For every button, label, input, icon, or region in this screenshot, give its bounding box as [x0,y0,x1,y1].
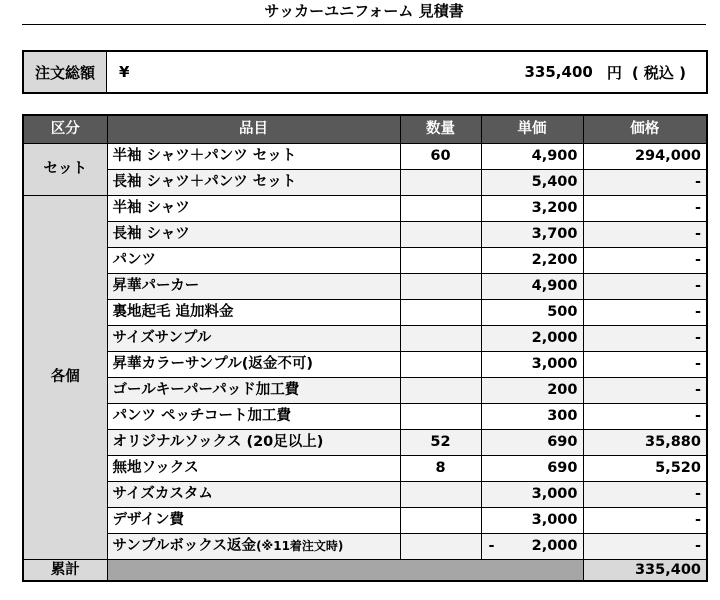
item-name: サイズカスタム [112,486,213,502]
item-name-cell [107,170,400,196]
price-cell: - [583,196,707,222]
quantity-cell [400,248,481,274]
page-title: サッカーユニフォーム 見積書 [22,0,706,25]
item-name: 昇華パーカー [112,278,200,294]
price-cell: 35,880 [583,430,707,456]
item-name-cell [107,482,400,508]
item-name: 半袖 シャツ＋パンツ セット [112,148,297,164]
table-row [23,508,707,534]
item-name: パンツ ペッチコート加工費 [112,408,291,424]
price-cell: - [583,352,707,378]
unit-price-cell [481,534,583,560]
unit-price-cell [481,508,583,534]
quantity-cell [400,508,481,534]
price-cell: - [583,482,707,508]
unit-price-value: 3,000 [531,356,578,372]
table-row [23,196,707,222]
unit-price-value: 3,000 [531,512,578,528]
unit-price-value: 3,000 [531,486,578,502]
unit-price-value: 2,000 [531,330,578,346]
item-name-cell [107,508,400,534]
table-row [23,274,707,300]
price-cell: - [583,274,707,300]
unit-price-cell [481,144,583,170]
total-label: 累計 [23,560,107,582]
unit-price-cell [481,456,583,482]
item-name: 長袖 シャツ＋パンツ セット [112,174,297,190]
unit-price-cell [481,430,583,456]
minus-sign: - [488,538,495,554]
unit-price-value: 5,400 [531,174,578,190]
quantity-cell [400,170,481,196]
unit-price-cell [481,248,583,274]
price-cell: - [583,248,707,274]
unit-price-cell [481,222,583,248]
item-name-cell [107,222,400,248]
item-name-cell [107,456,400,482]
item-name: ゴールキーパーパッド加工費 [112,382,300,398]
item-note: (※11着注文時) [256,539,344,553]
price-cell: - [583,508,707,534]
item-name: デザイン費 [112,512,184,528]
unit-price-value: 2,000 [531,538,578,554]
unit-price-value: 690 [547,434,578,450]
item-name-cell [107,378,400,404]
quantity-cell [400,404,481,430]
quantity-cell [400,534,481,560]
category-each: 各個 [23,196,107,560]
table-row [23,248,707,274]
unit-price-cell [481,378,583,404]
table-header-row [23,115,707,144]
item-name: 無地ソックス [112,460,199,476]
unit-price-cell [481,326,583,352]
item-name: サンプルボックス返金 [112,538,257,554]
price-cell: - [583,326,707,352]
header-quantity: 数量 [400,115,481,144]
unit-price-cell [481,274,583,300]
order-total-amount-wrap [149,52,706,92]
item-name: 半袖 シャツ [112,200,190,216]
item-name: 裏地起毛 追加料金 [112,304,234,320]
item-name: サイズサンプル [112,330,212,346]
price-cell: - [583,170,707,196]
price-cell: - [583,378,707,404]
quantity-cell: 60 [400,144,481,170]
quantity-cell: 52 [400,430,481,456]
table-row [23,430,707,456]
quantity-cell: 8 [400,456,481,482]
item-name-cell [107,326,400,352]
total-spacer [107,560,583,582]
table-row [23,144,707,170]
unit-price-value: 500 [547,304,578,320]
estimate-table [22,114,708,582]
unit-price-cell [481,482,583,508]
price-cell: 294,000 [583,144,707,170]
item-name-cell [107,352,400,378]
header-item: 品目 [107,115,400,144]
order-total-label: 注文総額 [24,52,107,92]
item-name: オリジナルソックス (20足以上) [112,434,324,450]
quantity-cell [400,352,481,378]
table-row [23,404,707,430]
price-cell: - [583,534,707,560]
total-row [23,560,707,582]
table-row [23,300,707,326]
item-name: パンツ [112,252,156,268]
item-name-cell [107,430,400,456]
table-row [23,352,707,378]
total-value: 335,400 [583,560,707,582]
price-cell: - [583,404,707,430]
currency-symbol: ¥ [119,63,130,81]
item-name: 昇華カラーサンプル(返金不可) [112,356,313,372]
item-name-cell [107,534,400,560]
item-name: 長袖 シャツ [112,226,190,242]
unit-price-value: 4,900 [531,278,578,294]
table-row [23,482,707,508]
table-row [23,326,707,352]
table-row [23,170,707,196]
unit-price-cell [481,352,583,378]
table-row [23,534,707,560]
table-row [23,456,707,482]
price-cell: 5,520 [583,456,707,482]
unit-price-cell [481,170,583,196]
table-row [23,222,707,248]
item-name-cell [107,274,400,300]
quantity-cell [400,378,481,404]
unit-price-cell [481,404,583,430]
price-cell: - [583,222,707,248]
price-cell: - [583,300,707,326]
unit-price-value: 3,700 [531,226,578,242]
quantity-cell [400,222,481,248]
quantity-cell [400,274,481,300]
unit-price-value: 2,200 [531,252,578,268]
quantity-cell [400,196,481,222]
unit-price-value: 3,200 [531,200,578,216]
header-price: 価格 [583,115,707,144]
table-body [23,144,707,582]
item-name-cell [107,404,400,430]
item-name-cell [107,196,400,222]
unit-price-cell [481,196,583,222]
order-total-amount: 335,400 [524,63,593,81]
unit-price-value: 4,900 [531,148,578,164]
tax-note: ( 税込 ) [631,63,686,82]
category-set: セット [23,144,107,196]
quantity-cell [400,326,481,352]
order-total-box [22,50,708,94]
unit-price-cell [481,300,583,326]
item-name-cell [107,300,400,326]
unit-price-value: 690 [547,460,578,476]
quantity-cell [400,482,481,508]
order-total-unit: 円 [606,63,622,82]
unit-price-value: 300 [547,408,578,424]
item-name-cell [107,248,400,274]
header-unit-price: 単価 [481,115,583,144]
header-category: 区分 [23,115,107,144]
quantity-cell [400,300,481,326]
unit-price-value: 200 [547,382,578,398]
item-name-cell [107,144,400,170]
table-row [23,378,707,404]
